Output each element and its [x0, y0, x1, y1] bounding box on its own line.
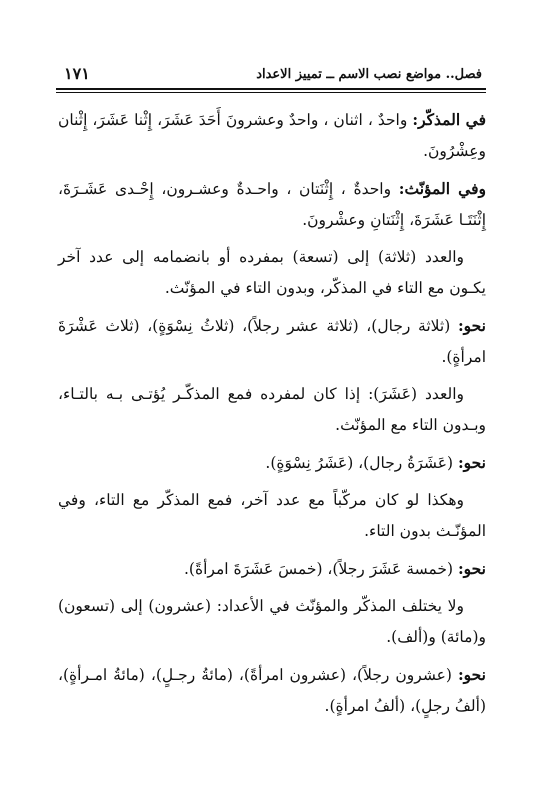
- paragraph-tens-hundreds: [58, 591, 486, 653]
- chapter-title: فصل.. مواضع نصب الاسم ــ تمييز الاعداد: [256, 67, 482, 82]
- paragraph-three-to-nine: [58, 242, 486, 304]
- paragraph-text: والعدد (ثلاثة) إلى (تسعة) بمفرده أو بانضمامه إلى عدد آخر يكـون مع التاء في المذكّر، وبدون التاء في المؤنّث.: [58, 248, 486, 297]
- paragraph-lead: نحو:: [457, 665, 486, 684]
- page-body: [58, 104, 486, 728]
- paragraph-text: (عَشَرَةُ رجال)، (عَشَرُ نِسْوَةٍ).: [265, 454, 458, 472]
- page-number: ١٧١: [64, 64, 90, 83]
- header-rule-thick: [56, 88, 486, 90]
- paragraph-compound: [58, 485, 486, 547]
- paragraph-lead: نحو:: [457, 453, 486, 472]
- paragraph-lead: وفي المؤنّث:: [398, 179, 486, 198]
- paragraph-text: (عشرون رجلاً)، (عشرون امرأةً)، (مائةُ رجـلٍ)، (مائةُ امـرأةٍ)، (ألفُ رجلٍ)، (ألفُ امرأةٍ).: [58, 666, 486, 715]
- paragraph-example: [58, 447, 486, 479]
- page-header: [56, 61, 486, 89]
- paragraph-lead: في المذكّر:: [412, 110, 486, 129]
- paragraph-example: [58, 553, 486, 585]
- paragraph-text: (خمسة عَشَرَ رجلاً)، (خمسَ عَشَرَةَ امرأةً).: [183, 560, 458, 578]
- paragraph-text: والعدد (عَشَرَ): إذا كان لمفرده فمع المذكّـر يُؤتـى بـه بالتـاء، وبـدون التاء مع المؤنّث.: [58, 385, 486, 434]
- paragraph-ten: [58, 379, 486, 441]
- paragraph-text: ولا يختلف المذكّر والمؤنّث في الأعداد: (عشرون) إلى (تسعون) و(مائة) و(ألف).: [58, 597, 486, 646]
- paragraph-feminine: [58, 173, 486, 236]
- paragraph-example: [58, 659, 486, 722]
- paragraph-lead: نحو:: [457, 316, 486, 335]
- header-rule-thin: [56, 92, 486, 93]
- paragraph-text: (ثلاثة رجال)، (ثلاثة عشر رجلاً)، (ثلاثُ نِسْوَةٍ)، (ثلاث عَشْرَةَ امرأةٍ).: [58, 317, 486, 366]
- paragraph-example: [58, 310, 486, 373]
- paragraph-lead: نحو:: [457, 559, 486, 578]
- paragraph-text: وهكذا لو كان مركّباً مع عدد آخر، فمع المذكّر مع التاء، وفي المؤنّـث بدون التاء.: [58, 491, 486, 540]
- paragraph-text: واحدٌ ، اثنان ، واحدٌ وعشرونَ أَحَدَ عَشَرَ، إِثْنا عَشَرَ، إِثْنان وعِشْرُونَ.: [58, 111, 486, 160]
- paragraph-masculine: [58, 104, 486, 167]
- paragraph-text: واحدةٌ ، إِثْنَتان ، واحـدةٌ وعشـرون، إِحْـدى عَشَـرَةَ، إِثْنَتَـا عَشَرَةَ، إِثْنَتانِ وعشْرونَ.: [58, 180, 486, 229]
